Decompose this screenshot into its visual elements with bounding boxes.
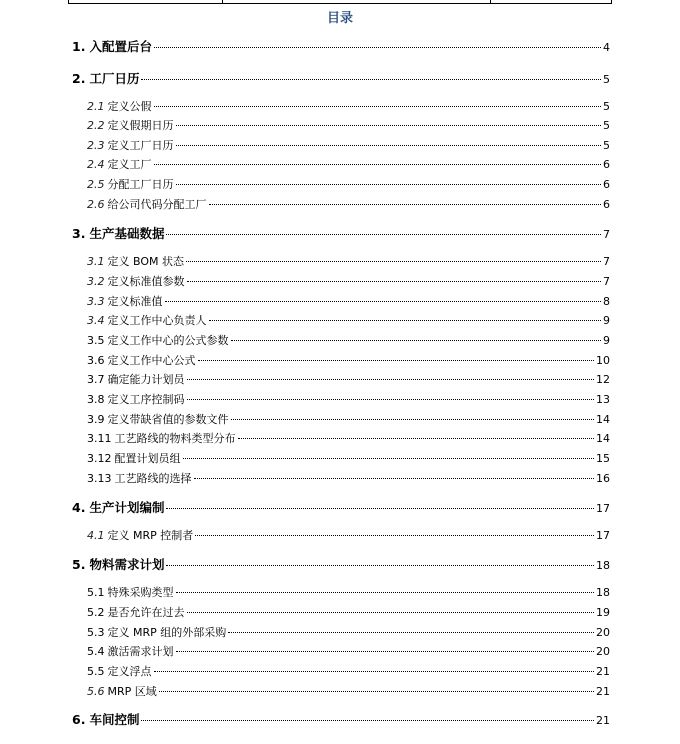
toc-entry-number: 3.2 [87, 275, 105, 288]
toc-entry-section[interactable] [87, 254, 610, 270]
dot-leader [154, 46, 601, 48]
toc-entry-label: 特殊采购类型 [107, 586, 174, 599]
toc-entry-section[interactable] [87, 585, 610, 601]
toc-entry-page-number: 5 [603, 139, 610, 152]
toc-entry-section[interactable] [87, 294, 610, 310]
dot-leader [166, 233, 601, 235]
toc-entry-number: 2. [72, 71, 86, 86]
toc-entry-label: MRP 区域 [107, 685, 157, 698]
toc-entry-section[interactable] [87, 157, 610, 173]
toc-entry-label: 定义工作中心的公式参数 [107, 334, 229, 347]
toc-entry-number: 2.2 [87, 119, 105, 132]
toc-entry-page-number: 16 [596, 472, 610, 485]
toc-entry-page-number: 7 [603, 255, 610, 268]
dot-leader [176, 591, 595, 593]
toc-entry-page-number: 6 [603, 158, 610, 171]
toc-entry-chapter[interactable] [72, 557, 610, 573]
toc-entry-number: 1. [72, 39, 86, 54]
toc-entry-section[interactable] [87, 664, 610, 680]
dot-leader [166, 564, 594, 566]
toc-entry-page-number: 17 [596, 529, 610, 542]
dot-leader [238, 437, 595, 439]
toc-entry-number: 2.1 [87, 100, 105, 113]
toc-entry-page-number: 13 [596, 393, 610, 406]
toc-entry-label: 定义 MRP 控制者 [107, 529, 194, 542]
toc-entry-number: 3. [72, 226, 86, 241]
table-border-col1 [222, 0, 223, 3]
toc-entry-page-number: 21 [596, 714, 610, 727]
toc-entry-number: 3.1 [87, 255, 105, 268]
toc-entry-section[interactable] [87, 412, 610, 428]
toc-entry-page-number: 9 [603, 314, 610, 327]
toc-entry-section[interactable] [87, 177, 610, 193]
dot-leader [209, 203, 602, 205]
dot-leader [198, 359, 595, 361]
toc-entry-page-number: 21 [596, 685, 610, 698]
toc-entry-number: 3.4 [87, 314, 105, 327]
toc-entry-number: 4.1 [87, 529, 105, 542]
table-border-left [68, 0, 69, 3]
toc-entry-section[interactable] [87, 333, 610, 349]
toc-entry-page-number: 21 [596, 665, 610, 678]
toc-entry-label: 工艺路线的物料类型分布 [114, 432, 236, 445]
toc-entry-number: 2.5 [87, 178, 105, 191]
toc-entry-number: 5.2 [87, 606, 105, 619]
dot-leader [187, 280, 602, 282]
dot-leader [231, 339, 602, 341]
dot-leader [165, 300, 602, 302]
dot-leader [176, 183, 602, 185]
table-bottom-edge [68, 0, 612, 4]
toc-entry-section[interactable] [87, 625, 610, 641]
toc-entry-label: 物料需求计划 [89, 557, 165, 572]
toc-entry-label: 确定能力计划员 [107, 373, 185, 386]
toc-entry-label: 定义标准值参数 [107, 275, 185, 288]
toc-entry-label: 定义工作中心负责人 [107, 314, 207, 327]
toc-entry-chapter[interactable] [72, 71, 610, 87]
toc-entry-chapter[interactable] [72, 712, 610, 728]
toc-entry-page-number: 20 [596, 645, 610, 658]
toc-entry-number: 3.11 [87, 432, 112, 445]
toc-entry-page-number: 6 [603, 198, 610, 211]
toc-entry-section[interactable] [87, 138, 610, 154]
toc-entry-number: 3.6 [87, 354, 105, 367]
toc-entry-number: 5. [72, 557, 86, 572]
toc-entry-chapter[interactable] [72, 226, 610, 242]
dot-leader [209, 319, 602, 321]
toc-entry-section[interactable] [87, 197, 610, 213]
toc-entry-number: 2.6 [87, 198, 105, 211]
toc-entry-label: 工艺路线的选择 [114, 472, 192, 485]
toc-entry-number: 3.13 [87, 472, 112, 485]
toc-entry-label: 激活需求计划 [107, 645, 174, 658]
toc-entry-page-number: 14 [596, 413, 610, 426]
toc-entry-page-number: 15 [596, 452, 610, 465]
table-border-col2 [490, 0, 491, 3]
dot-leader [183, 457, 595, 459]
toc-entry-section[interactable] [87, 431, 610, 447]
toc-entry-number: 5.6 [87, 685, 105, 698]
dot-leader [159, 690, 594, 692]
toc-entry-label: 定义标准值 [107, 295, 163, 308]
toc-entry-section[interactable] [87, 528, 610, 544]
dot-leader [231, 418, 595, 420]
dot-leader [187, 611, 595, 613]
toc-entry-label: 定义工序控制码 [107, 393, 185, 406]
toc-entry-label: 定义假期日历 [107, 119, 174, 132]
dot-leader [166, 507, 594, 509]
toc-entry-number: 3.12 [87, 452, 112, 465]
toc-entry-section[interactable] [87, 644, 610, 660]
toc-entry-number: 3.7 [87, 373, 105, 386]
toc-entry-section[interactable] [87, 372, 610, 388]
dot-leader [176, 124, 602, 126]
toc-entry-label: 工厂日历 [89, 71, 140, 86]
toc-entry-page-number: 12 [596, 373, 610, 386]
toc-entry-label: 是否允许在过去 [107, 606, 185, 619]
toc-entry-number: 5.1 [87, 586, 105, 599]
toc-entry-label: 生产计划编制 [89, 500, 165, 515]
toc-title: 目录 [326, 11, 353, 26]
toc-entry-number: 5.5 [87, 665, 105, 678]
toc-entry-label: 生产基础数据 [89, 226, 165, 241]
toc-entry-section[interactable] [87, 471, 610, 487]
toc-entry-label: 定义 MRP 组的外部采购 [107, 626, 227, 639]
toc-entry-page-number: 7 [603, 275, 610, 288]
toc-entry-page-number: 8 [603, 295, 610, 308]
toc-entry-page-number: 18 [596, 586, 610, 599]
toc-entry-number: 5.3 [87, 626, 105, 639]
toc-entry-section[interactable] [87, 353, 610, 369]
toc-entry-section[interactable] [87, 684, 610, 700]
dot-leader [154, 670, 595, 672]
dot-leader [186, 260, 601, 262]
toc-entry-label: 分配工厂日历 [107, 178, 174, 191]
dot-leader [187, 378, 595, 380]
toc-entry-section[interactable] [87, 451, 610, 467]
toc-entry-label: 定义工厂日历 [107, 139, 174, 152]
toc-entry-label: 定义带缺省值的参数文件 [107, 413, 229, 426]
toc-entry-label: 定义 BOM 状态 [107, 255, 184, 268]
toc-entry-number: 5.4 [87, 645, 105, 658]
toc-entry-number: 2.4 [87, 158, 105, 171]
toc-entry-label: 给公司代码分配工厂 [107, 198, 207, 211]
toc-entry-page-number: 5 [603, 73, 610, 86]
toc-entry-section[interactable] [87, 392, 610, 408]
dot-leader [154, 105, 602, 107]
toc-entry-page-number: 7 [603, 228, 610, 241]
toc-entry-page-number: 4 [603, 41, 610, 54]
dot-leader [187, 398, 595, 400]
dot-leader [195, 534, 594, 536]
toc-entry-number: 3.5 [87, 334, 105, 347]
toc-entry-page-number: 19 [596, 606, 610, 619]
dot-leader [228, 631, 594, 633]
toc-entry-page-number: 14 [596, 432, 610, 445]
toc-entry-page-number: 5 [603, 100, 610, 113]
toc-entry-label: 定义浮点 [107, 665, 152, 678]
dot-leader [141, 78, 601, 80]
toc-entry-page-number: 10 [596, 354, 610, 367]
toc-entry-section[interactable] [87, 274, 610, 290]
toc-entry-page-number: 20 [596, 626, 610, 639]
toc-entry-section[interactable] [87, 605, 610, 621]
toc-entry-section[interactable] [87, 313, 610, 329]
toc-entry-chapter[interactable] [72, 500, 610, 516]
toc-entry-section[interactable] [87, 99, 610, 115]
toc-entry-number: 2.3 [87, 139, 105, 152]
toc-entry-page-number: 18 [596, 559, 610, 572]
toc-entry-number: 6. [72, 712, 86, 727]
toc-entry-page-number: 6 [603, 178, 610, 191]
toc-entry-label: 入配置后台 [89, 39, 152, 54]
toc-entry-number: 3.9 [87, 413, 105, 426]
toc-entry-page-number: 5 [603, 119, 610, 132]
dot-leader [176, 650, 595, 652]
toc-entry-number: 4. [72, 500, 86, 515]
dot-leader [154, 163, 602, 165]
toc-entry-number: 3.8 [87, 393, 105, 406]
dot-leader [194, 477, 595, 479]
toc-entry-label: 定义工作中心公式 [107, 354, 196, 367]
toc-entry-page-number: 9 [603, 334, 610, 347]
toc-entry-label: 配置计划员组 [114, 452, 181, 465]
toc-entry-label: 定义工厂 [107, 158, 152, 171]
toc-entry-label: 定义公假 [107, 100, 152, 113]
toc-entry-section[interactable] [87, 118, 610, 134]
dot-leader [176, 144, 602, 146]
dot-leader [141, 719, 594, 721]
toc-entry-chapter[interactable] [72, 39, 610, 55]
toc-entry-number: 3.3 [87, 295, 105, 308]
table-border-right [611, 0, 612, 3]
toc-entry-page-number: 17 [596, 502, 610, 515]
toc-entry-label: 车间控制 [89, 712, 140, 727]
